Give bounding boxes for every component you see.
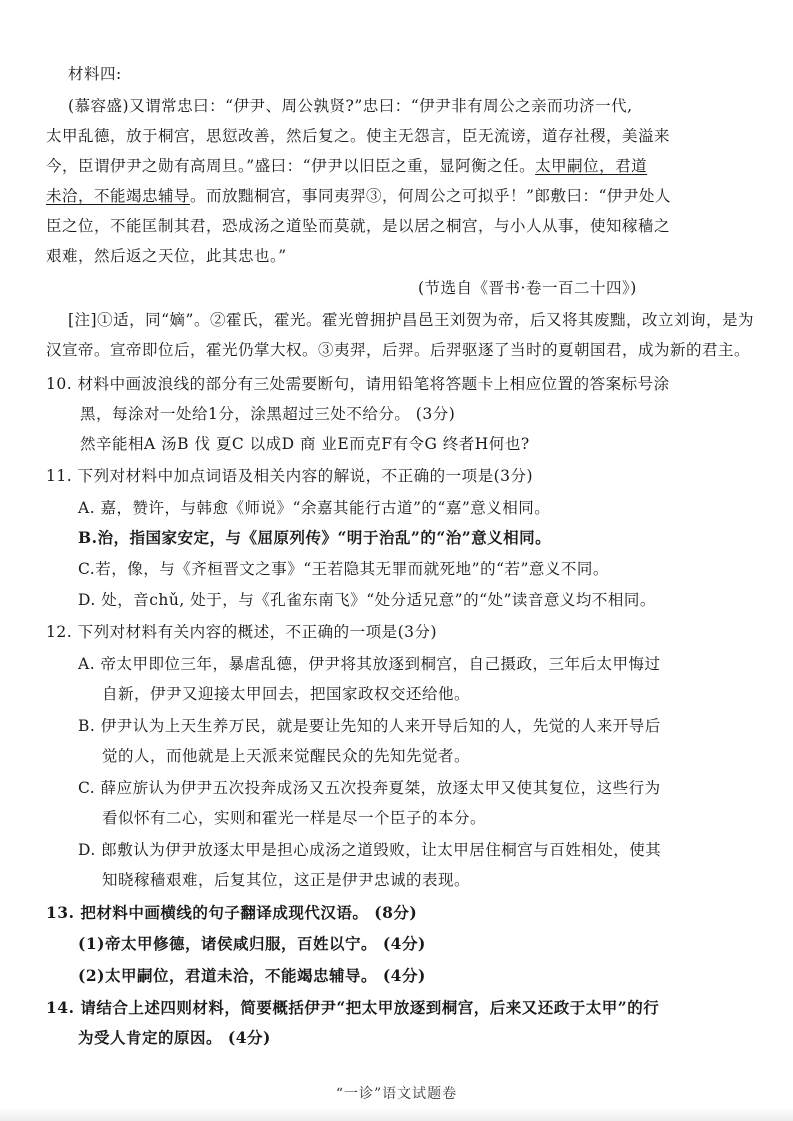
q13-item-2: (2)太甲嗣位，君道未洽，不能竭忠辅导。 (4分) — [78, 966, 426, 985]
q11-option-c: C.若，像，与《齐桓晋文之事》“王若隐其无罪而就死地”的“若”意义不同。 — [78, 560, 609, 578]
note-line-1: [注]①适，同“嫡”。②霍氏，霍光。霍光曾拥护昌邑王刘贺为帝，后又将其废黜，改立刘询，是为 — [68, 311, 754, 329]
material-line-3 — [46, 156, 647, 176]
q12-option-d-line-1: D. 郎敷认为伊尹放逐太甲是担心成汤之道毁败，让太甲居住桐宫与百姓相处，使其 — [78, 841, 662, 859]
scan-edge-shadow — [0, 1108, 793, 1121]
q10-line-3: 然辛能相A 汤B 伐 夏C 以成D 商 业E而克F有令G 终者H何也? — [80, 435, 530, 453]
q12-option-b-line-2: 觉的人，而他就是上天派来觉醒民众的先知先觉者。 — [102, 747, 471, 765]
q11-option-b: B.治，指国家安定，与《屈原列传》“明于治乱”的“治”意义相同。 — [78, 528, 552, 547]
material-source: (节选自《晋书·卷一百二十四》) — [418, 279, 637, 297]
material-line-5: 臣之位，不能匡制其君，恐成汤之道坠而莫就，是以居之桐宫，与小人从事，使知稼穑之 — [46, 217, 671, 235]
q12-option-a-line-2: 自新，伊尹又迎接太甲回去，把国家政权交还给他。 — [102, 685, 471, 703]
underlined-sentence-part-1: 太甲嗣位，君道 — [535, 157, 648, 175]
q12-option-a-line-1: A. 帝太甲即位三年，暴虐乱德，伊尹将其放逐到桐宫，自己摄政，三年后太甲悔过 — [78, 655, 661, 673]
material-line-4-text: 。而放黜桐宫，事同夷羿③，何周公之可拟乎！”郎敷曰：“伊尹处人 — [190, 187, 671, 205]
q10-line-1: 10. 材料中画波浪线的部分有三处需要断句，请用铅笔将答题卡上相应位置的答案标号涂 — [46, 375, 670, 393]
material-line-6: 艰难，然后返之天位，此其忠也。” — [46, 247, 287, 265]
q12-option-c-line-1: C. 薛应旂认为伊尹五次投奔成汤又五次投奔夏桀，放逐太甲又使其复位，这些行为 — [78, 779, 661, 797]
q12-option-b-line-1: B. 伊尹认为上天生养万民，就是要让先知的人来开导后知的人，先觉的人来开导后 — [78, 717, 661, 735]
underlined-sentence-part-2: 未洽，不能竭忠辅导 — [46, 187, 191, 205]
material-heading: 材料四: — [68, 65, 122, 83]
q11-option-a: A. 嘉，赞许，与韩愈《师说》“余嘉其能行古道”的“嘉”意义相同。 — [78, 499, 551, 517]
q14-line-2: 为受人肯定的原因。 (4分) — [78, 1028, 271, 1047]
material-line-2: 太甲乱德，放于桐宫，思愆改善，然后复之。使主无怨言，臣无流谤，道存社稷，美溢来 — [46, 127, 671, 145]
q12-stem: 12. 下列对材料有关内容的概述，不正确的一项是(3分) — [46, 623, 438, 641]
q13-stem: 13. 把材料中画横线的句子翻译成现代汉语。 (8分) — [46, 903, 418, 922]
material-line-4 — [46, 186, 671, 206]
q11-option-d: D. 处，音chǔ, 处于，与《孔雀东南飞》“处分适兄意”的“处”读音意义均不相同。 — [78, 591, 656, 609]
q12-option-d-line-2: 知晓稼穑艰难，后复其位，这正是伊尹忠诚的表现。 — [102, 871, 471, 889]
material-line-3-text: 今，臣谓伊尹之勋有高周旦。”盛曰：“伊尹以旧臣之重，显阿衡之任。 — [46, 157, 536, 175]
q11-stem: 11. 下列对材料中加点词语及相关内容的解说，不正确的一项是(3分) — [46, 467, 534, 485]
note-line-2: 汉宣帝。宣帝即位后，霍光仍掌大权。③夷羿，后羿。后羿驱逐了当时的夏朝国君，成为新的君主。 — [46, 341, 751, 359]
q14-line-1: 14. 请结合上述四则材料，简要概括伊尹“把太甲放逐到桐宫，后来又还政于太甲”的行 — [46, 998, 660, 1017]
q12-option-c-line-2: 看似怀有二心，实则和霍光一样是尽一个臣子的本分。 — [102, 809, 487, 827]
page-footer: “一诊”语文试题卷 — [335, 1086, 458, 1102]
q13-item-1: (1)帝太甲修德，诸侯咸归服，百姓以宁。 (4分) — [78, 934, 426, 953]
material-line-1: (慕容盛)又谓常忠曰：“伊尹、周公孰贤?”忠曰：“伊尹非有周公之亲而功济一代, — [68, 97, 633, 115]
q10-line-2: 黑，每涂对一处给1分，涂黑超过三处不给分。 (3分) — [80, 405, 456, 423]
